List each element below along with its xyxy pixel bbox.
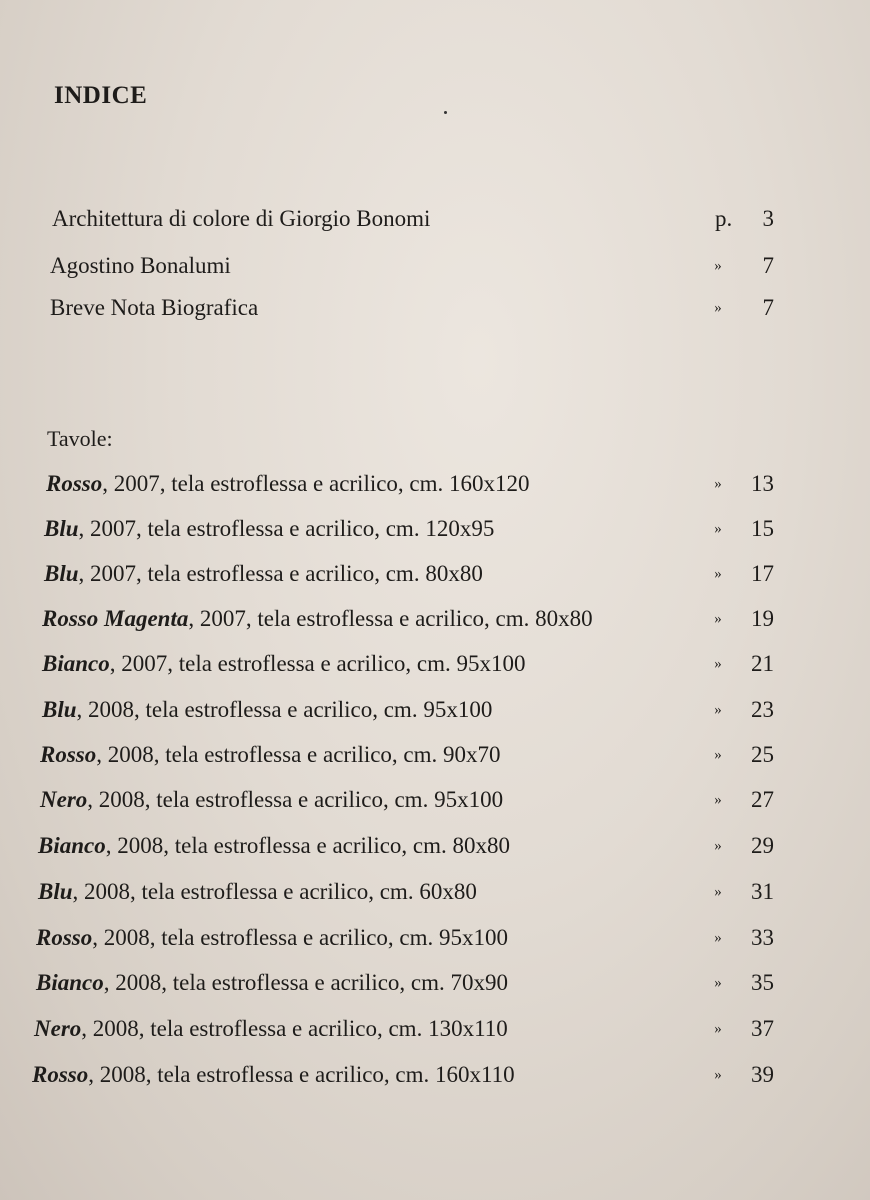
artwork-details: , 2008, tela estroflessa e acrilico, cm. 95x100 bbox=[87, 787, 504, 812]
toc-entry-label bbox=[38, 829, 510, 863]
page-marker: » bbox=[714, 656, 722, 672]
artwork-title: Blu bbox=[44, 561, 79, 586]
toc-entry-label bbox=[36, 966, 508, 1000]
artwork-title: Bianco bbox=[42, 651, 110, 676]
page-marker: » bbox=[714, 1021, 722, 1037]
page-marker: » bbox=[714, 1067, 722, 1083]
page-number: 25 bbox=[751, 742, 774, 767]
toc-entry bbox=[0, 1012, 870, 1046]
artwork-details: , 2007, tela estroflessa e acrilico, cm. 120x95 bbox=[78, 516, 495, 541]
artwork-details: , 2007, tela estroflessa e acrilico, cm. 80x80 bbox=[188, 606, 593, 631]
page-number: 33 bbox=[751, 925, 774, 950]
toc-entry bbox=[0, 291, 870, 325]
artwork-details: , 2008, tela estroflessa e acrilico, cm. 160x110 bbox=[88, 1062, 515, 1087]
toc-entry bbox=[0, 249, 870, 283]
toc-entry-label bbox=[40, 738, 501, 772]
artwork-details: , 2007, tela estroflessa e acrilico, cm. 80x80 bbox=[78, 561, 483, 586]
page-marker: » bbox=[714, 747, 722, 763]
page-number: 17 bbox=[751, 561, 774, 586]
page-marker: » bbox=[714, 838, 722, 854]
artwork-title: Blu bbox=[44, 516, 79, 541]
page-marker: » bbox=[714, 300, 722, 316]
page-marker: » bbox=[714, 975, 722, 991]
page-marker: » bbox=[714, 521, 722, 537]
artwork-title: Nero bbox=[40, 787, 88, 812]
toc-entry-label bbox=[42, 693, 492, 727]
page-marker: p. bbox=[715, 206, 733, 231]
page-number: 13 bbox=[751, 471, 774, 496]
page-number: 21 bbox=[751, 651, 774, 676]
toc-entry-label: Architettura di colore di Giorgio Bonomi bbox=[52, 206, 431, 231]
page-number: 35 bbox=[751, 970, 774, 995]
page-marker: » bbox=[714, 611, 722, 627]
toc-entry-label bbox=[40, 783, 503, 817]
page-marker: » bbox=[714, 884, 722, 900]
page-number: 19 bbox=[751, 606, 774, 631]
artwork-details: , 2008, tela estroflessa e acrilico, cm. 90x70 bbox=[96, 742, 501, 767]
toc-entry bbox=[0, 647, 870, 681]
artwork-title: Rosso bbox=[32, 1062, 89, 1087]
toc-entry-label bbox=[38, 875, 477, 909]
toc-entry-label bbox=[34, 1012, 508, 1046]
speck bbox=[444, 111, 447, 114]
toc-entry bbox=[0, 921, 870, 955]
artwork-details: , 2008, tela estroflessa e acrilico, cm. 95x100 bbox=[76, 697, 493, 722]
artwork-title: Nero bbox=[34, 1016, 82, 1041]
toc-entry bbox=[0, 829, 870, 863]
page-marker: » bbox=[714, 476, 722, 492]
toc-entry bbox=[0, 602, 870, 636]
artwork-details: , 2008, tela estroflessa e acrilico, cm. 130x110 bbox=[81, 1016, 508, 1041]
artwork-title: Rosso bbox=[46, 471, 103, 496]
artwork-details: , 2008, tela estroflessa e acrilico, cm. 80x80 bbox=[105, 833, 511, 858]
artwork-title: Bianco bbox=[38, 833, 106, 858]
page-number: 15 bbox=[751, 516, 774, 541]
page-number: 37 bbox=[751, 1016, 774, 1041]
tavole-heading: Tavole: bbox=[47, 426, 113, 451]
artwork-details: , 2007, tela estroflessa e acrilico, cm. 95x100 bbox=[109, 651, 526, 676]
page-number: 27 bbox=[751, 787, 774, 812]
page-number: 7 bbox=[762, 253, 774, 278]
toc-entry-label bbox=[42, 602, 593, 636]
toc-entry-label bbox=[32, 1058, 515, 1092]
page-marker: » bbox=[714, 258, 722, 274]
artwork-title: Rosso Magenta bbox=[42, 606, 189, 631]
page-marker: » bbox=[714, 930, 722, 946]
toc-entry bbox=[0, 966, 870, 1000]
toc-entry-label: Agostino Bonalumi bbox=[50, 253, 231, 278]
page-number: 3 bbox=[762, 206, 774, 231]
toc-entry-label: Breve Nota Biografica bbox=[50, 295, 259, 320]
artwork-title: Rosso bbox=[36, 925, 93, 950]
page-number: 39 bbox=[751, 1062, 774, 1087]
artwork-title: Bianco bbox=[36, 970, 104, 995]
toc-entry-label bbox=[44, 557, 483, 591]
artwork-title: Rosso bbox=[40, 742, 97, 767]
toc-entry bbox=[0, 512, 870, 546]
artwork-details: , 2008, tela estroflessa e acrilico, cm. 70x90 bbox=[103, 970, 509, 995]
toc-entry-label bbox=[42, 647, 526, 681]
page-marker: » bbox=[714, 792, 722, 808]
toc-entry bbox=[0, 875, 870, 909]
page-number: 7 bbox=[762, 295, 774, 320]
artwork-details: , 2008, tela estroflessa e acrilico, cm. 60x80 bbox=[72, 879, 477, 904]
toc-entry-label bbox=[46, 467, 530, 501]
toc-entry bbox=[0, 693, 870, 727]
toc-entry bbox=[0, 467, 870, 501]
artwork-details: , 2007, tela estroflessa e acrilico, cm. 160x120 bbox=[102, 471, 530, 496]
page-number: 23 bbox=[751, 697, 774, 722]
artwork-title: Blu bbox=[38, 879, 73, 904]
page-marker: » bbox=[714, 566, 722, 582]
toc-entry bbox=[0, 783, 870, 817]
toc-entry bbox=[0, 557, 870, 591]
toc-entry bbox=[0, 1058, 870, 1092]
artwork-details: , 2008, tela estroflessa e acrilico, cm. 95x100 bbox=[92, 925, 509, 950]
toc-entry-label bbox=[36, 921, 508, 955]
toc-entry bbox=[0, 738, 870, 772]
artwork-title: Blu bbox=[42, 697, 77, 722]
toc-entry bbox=[0, 202, 870, 236]
toc-entry-label bbox=[44, 512, 494, 546]
page-marker: » bbox=[714, 702, 722, 718]
page-title: INDICE bbox=[54, 82, 148, 109]
page-number: 29 bbox=[751, 833, 774, 858]
page-number: 31 bbox=[751, 879, 774, 904]
